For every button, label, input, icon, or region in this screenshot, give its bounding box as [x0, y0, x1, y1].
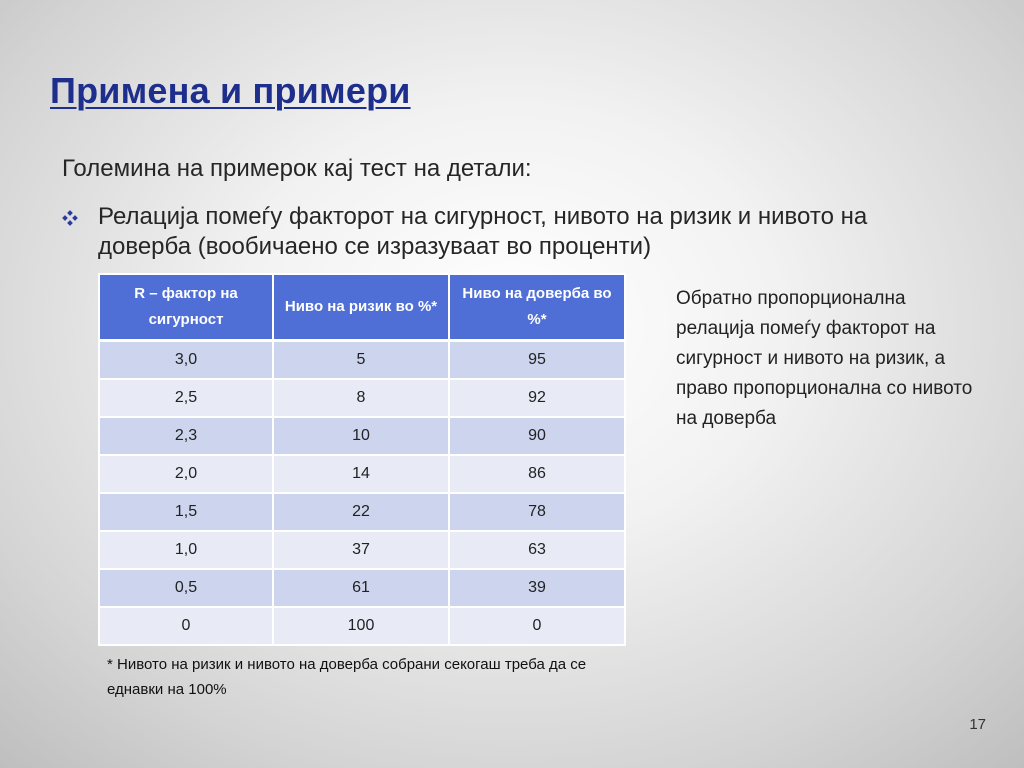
- cell-safety-factor: 2,5: [99, 379, 273, 417]
- table-row: [99, 341, 625, 380]
- table-header-row: [99, 274, 625, 341]
- cell-confidence-level: 95: [449, 341, 625, 380]
- cell-safety-factor: 1,5: [99, 493, 273, 531]
- cell-risk-level: 8: [273, 379, 449, 417]
- slide-title: Примена и примери: [50, 70, 411, 111]
- cell-confidence-level: 92: [449, 379, 625, 417]
- footnote: * Нивото на ризик и нивото на доверба собрани секогаш треба да се еднавки на 100%: [107, 656, 587, 698]
- confidence-table: [98, 273, 626, 646]
- page-number: 17: [969, 716, 986, 733]
- cell-risk-level: 22: [273, 493, 449, 531]
- table-row: [99, 531, 625, 569]
- table-row: [99, 379, 625, 417]
- header-confidence-level: Ниво на доверба во %*: [449, 274, 625, 341]
- cell-confidence-level: 39: [449, 569, 625, 607]
- cell-safety-factor: 0,5: [99, 569, 273, 607]
- cell-safety-factor: 1,0: [99, 531, 273, 569]
- cell-safety-factor: 2,0: [99, 455, 273, 493]
- side-note: Обратно пропорционална релација помеѓу факторот на сигурност и нивото на ризик, а право пропорционална со нивото на доверба: [676, 288, 973, 429]
- cell-confidence-level: 86: [449, 455, 625, 493]
- table-row: [99, 569, 625, 607]
- cell-safety-factor: 3,0: [99, 341, 273, 380]
- cell-confidence-level: 0: [449, 607, 625, 645]
- table-row: [99, 417, 625, 455]
- cell-risk-level: 10: [273, 417, 449, 455]
- cell-confidence-level: 90: [449, 417, 625, 455]
- subtitle: Големина на примерок кај тест на детали:: [62, 155, 532, 182]
- cell-risk-level: 5: [273, 341, 449, 380]
- cell-confidence-level: 63: [449, 531, 625, 569]
- cell-risk-level: 14: [273, 455, 449, 493]
- header-safety-factor: R – фактор на сигурност: [99, 274, 273, 341]
- header-risk-level: Ниво на ризик во %*: [273, 274, 449, 341]
- cell-risk-level: 61: [273, 569, 449, 607]
- cell-risk-level: 37: [273, 531, 449, 569]
- diamond-bullet-icon: [62, 210, 78, 226]
- cell-risk-level: 100: [273, 607, 449, 645]
- table-row: [99, 493, 625, 531]
- cell-confidence-level: 78: [449, 493, 625, 531]
- cell-safety-factor: 2,3: [99, 417, 273, 455]
- table-row: [99, 607, 625, 645]
- table-row: [99, 455, 625, 493]
- bullet-text: Релација помеѓу факторот на сигурност, нивото на ризик и нивото на доверба (вообичаено се изразуваат во проценти): [98, 203, 868, 260]
- cell-safety-factor: 0: [99, 607, 273, 645]
